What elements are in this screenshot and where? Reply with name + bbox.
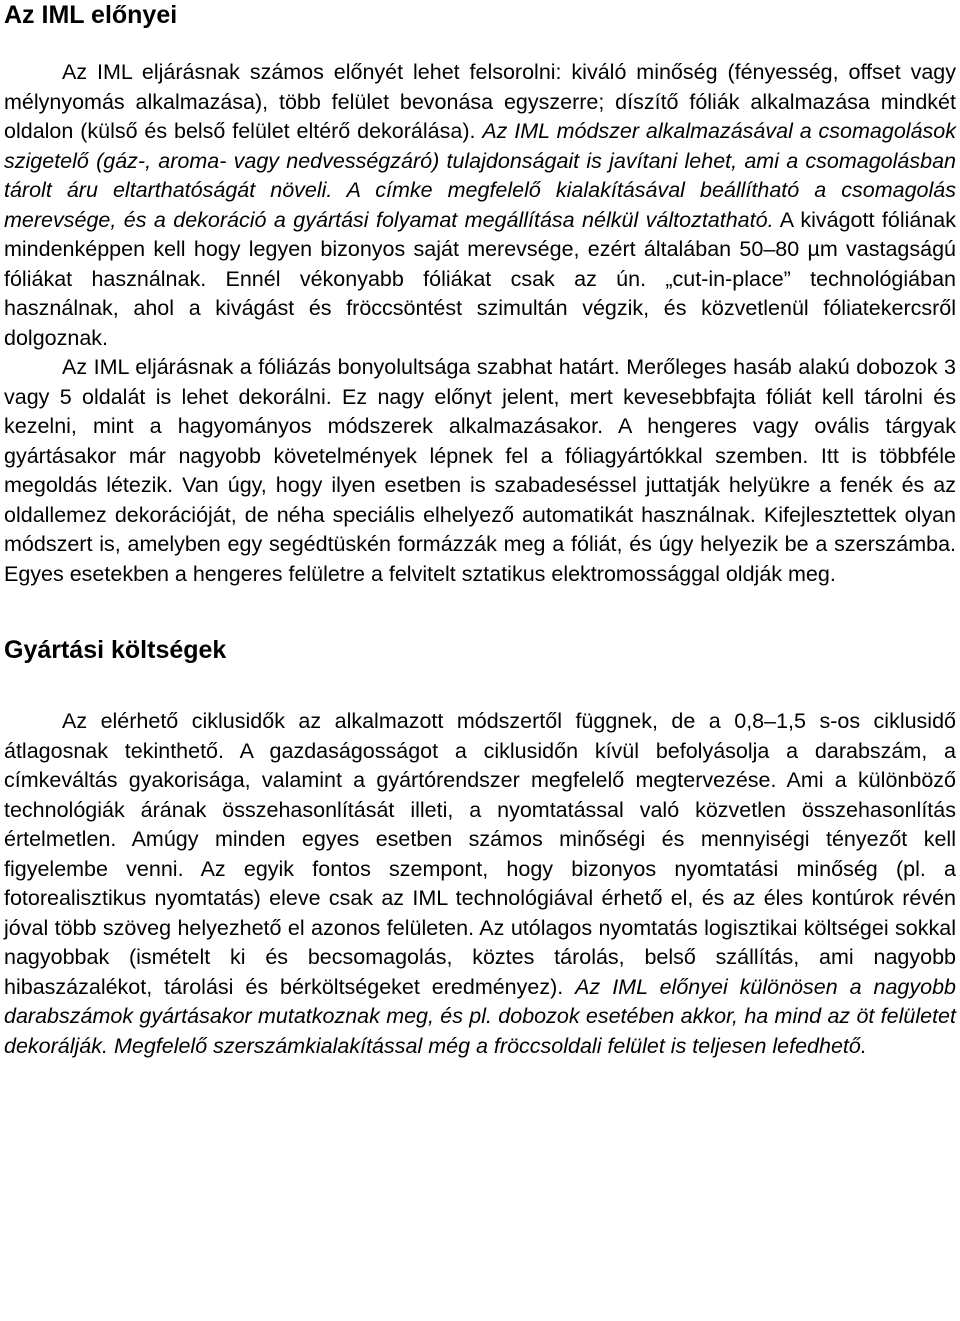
- section-heading-iml-elonyei: Az IML előnyei: [4, 1, 178, 29]
- paragraph-costs: [4, 707, 956, 1061]
- paragraph-foliazas: Az IML eljárásnak a fóliázás bonyolultsága szabhat határt. Merőleges hasáb alakú dobozok 3 vagy 5 oldalát is lehet dekorálni. Ez nagy előnyt jelent, mert kevesebbfajta fóliát kell tárolni és kezelni, mint a hagyományos módszerek alkalmazásakor. A hengeres vagy ovális tárgyak gyártásakor már nagyobb követelmények lépnek fel a fóliagyártókkal szemben. Itt is többféle megoldás létezik. Van úgy, hogy ilyen esetben is szabadeséssel juttatják helyükre a fenék és az oldallemez dekorációját, de néha speciális elhelyező automatikát használnak. Kifejlesztettek olyan módszert is, amelyben egy segédtüskén formázzák meg a fóliát, és úgy helyezik be a szerszámba. Egyes esetekben a hengeres felületre a felvitelt sztatikus elektromossággal oldják meg.: [4, 355, 956, 586]
- paragraph-iml-advantages: [4, 58, 956, 353]
- text-run: Az elérhető ciklusidők az alkalmazott módszertől függnek, de a 0,8–1,5 s-os ciklusidő átlagosnak tekinthető. A gazdaságosságot a ciklusidőn kívül befolyásolja a darabszám, a címkeváltás gyakorisága, valamint a gyártórendszer megfelelő megtervezése. Ami a különböző technológiák árának összehasonlítását illeti, a nyomtatással való közvetlen összehasonlítás értelmetlen. Amúgy minden egyes esetben számos minőségi és mennyiségi tényezőt kell figyelembe venni. Az egyik fontos szempont, hogy bizonyos nyomtatási minőség (pl. a fotorealisztikus nyomtatás) eleve csak az IML technológiával érhető el, és az éles kontúrok révén jóval több szöveg helyezhető el azonos felületen. Az utólagos nyomtatás logisztikai költségei sokkal nagyobbak (ismételt ki és becsomagolás, köztes tárolás, belső szállítás, ami nagyobb hibaszázalékot, tárolási és bérköltségeket eredményez).: [4, 709, 956, 999]
- text-run-italic: Az IML előnyei különösen a nagyobb darabszámok gyártásakor mutatkoznak meg, és pl. dobozok esetében akkor, ha mind az öt felületet dekorálják. Megfelelő szerszámkialakítással még a fröccsoldali felület is teljesen lefedhető.: [4, 974, 956, 1058]
- text-run-italic: Az IML módszer alkalmazásával a csomagolások szigetelő (gáz-, aroma- vagy nedvességzáró) tulajdonságait is javítani lehet, ami a csomagolásban tárolt áru eltarthatóságát növeli. A címke megfelelő kialakításával beállítható a csomagolás merevsége, és a dekoráció a gyártási folyamat megállítása nélkül változtatható.: [4, 119, 956, 232]
- section-heading-gyartasi-koltsegek: Gyártási költségek: [4, 636, 227, 664]
- text-run: A kivágott fóliának mindenképpen kell hogy legyen bizonyos saját merevsége, ezért általában 50–80 µm vastagságú fóliákat használnak. Ennél vékonyabb fóliákat csak az ún. „cut-in-place” technológiában használnak, ahol a kivágást és fröccsöntést szimultán végzik, és közvetlenül fóliatekercsről dolgoznak.: [4, 207, 956, 350]
- text-run: Az IML eljárásnak számos előnyét lehet felsorolni: kiváló minőség (fényesség, offset vagy mélynyomás alkalmazása), több felület bevonása egyszerre; díszítő fóliák alkalmazása mindkét oldalon (külső és belső felület eltérő dekorálása).: [4, 60, 956, 143]
